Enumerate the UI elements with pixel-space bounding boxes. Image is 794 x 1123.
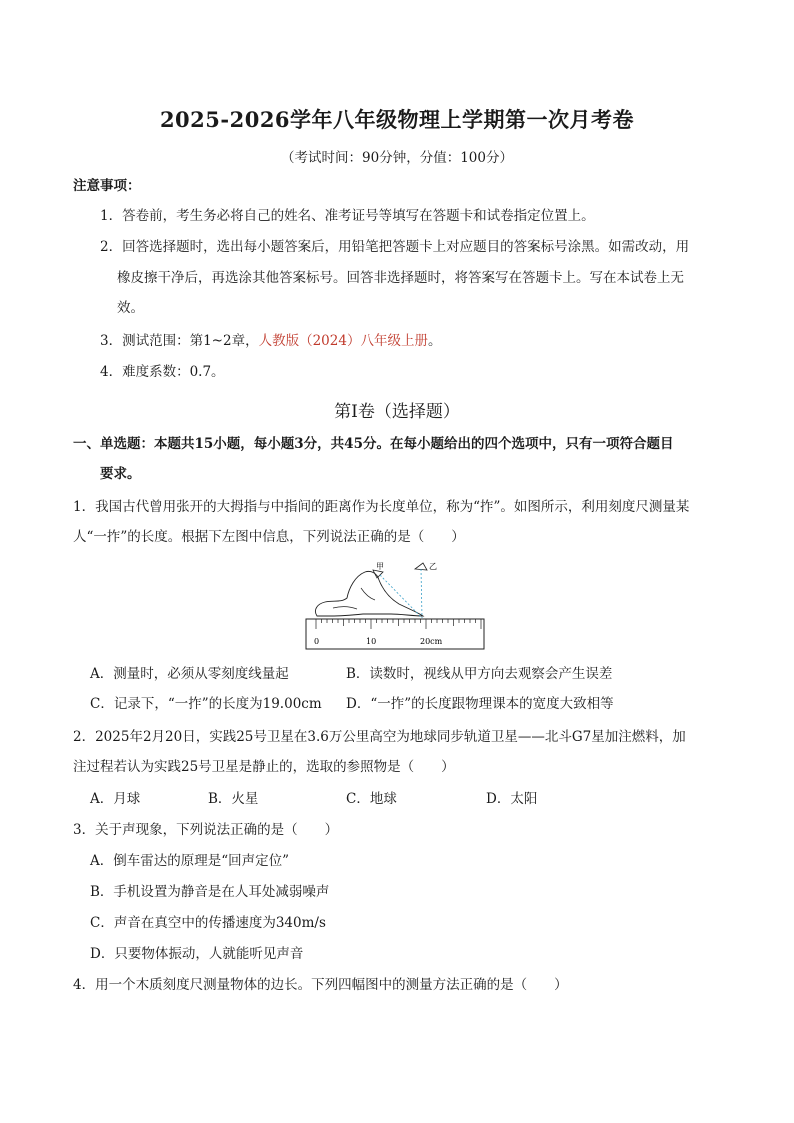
notice-item-4: 4．难度系数：0.7。 bbox=[100, 364, 225, 380]
eye-label-jia: 甲 bbox=[376, 562, 384, 571]
section-instructions-line-1: 一、单选题：本题共15小题，每小题3分，共45分。在每小题给出的四个选项中，只有一项符合题目 bbox=[73, 436, 674, 452]
eye-label-yi: 乙 bbox=[429, 562, 437, 571]
notice-item-2-line-2: 橡皮擦干净后，再选涂其他答案标号。回答非选择题时，将答案写在答题卡上。写在本试卷上无 bbox=[117, 270, 684, 286]
section-instructions-line-2: 要求。 bbox=[100, 466, 141, 482]
notice-item-2-line-3: 效。 bbox=[117, 300, 144, 316]
question-1-option-a: A．测量时，必须从零刻度线量起 bbox=[90, 666, 289, 682]
notice-heading: 注意事项： bbox=[73, 178, 141, 194]
eye-yi-icon bbox=[415, 563, 427, 570]
question-1-option-d: D．“一拃”的长度跟物理课本的宽度大致相等 bbox=[346, 696, 614, 712]
notice-item-2-line-1: 2．回答选择题时，选出每小题答案后，用铅笔把答题卡上对应题目的答案标号涂黑。如需改动，用 bbox=[100, 239, 690, 255]
ruler-tick-label-20: 20cm bbox=[420, 637, 443, 646]
question-1-stem-line-1: 1．我国古代曾用张开的大拇指与中指间的距离作为长度单位，称为“拃”。如图所示，利用刻度尺测量某 bbox=[73, 499, 690, 515]
question-3-option-d: D．只要物体振动，人就能听见声音 bbox=[90, 946, 304, 962]
question-3-option-c: C．声音在真空中的传播速度为340m/s bbox=[90, 915, 326, 931]
question-1-stem-line-2: 人“一拃”的长度。根据下左图中信息，下列说法正确的是（ ） bbox=[73, 529, 465, 545]
question-2-option-d: D．太阳 bbox=[486, 791, 538, 807]
section-title: 第Ⅰ卷（选择题） bbox=[334, 402, 460, 422]
notice-item-1: 1．答卷前，考生务必将自己的姓名、准考证号等填写在答题卡和试卷指定位置上。 bbox=[100, 208, 595, 224]
question-2-option-a: A．月球 bbox=[90, 791, 141, 807]
question-2-option-c: C．地球 bbox=[346, 791, 397, 807]
question-1-option-c: C．记录下，“一拃”的长度为19.00cm bbox=[90, 696, 322, 712]
ruler-body bbox=[306, 619, 484, 649]
notice-item-3-highlight: 人教版（2024）八年级上册 bbox=[258, 333, 428, 349]
notice-item-3-suffix: 。 bbox=[427, 333, 442, 349]
sight-line-yi bbox=[421, 569, 422, 618]
question-3-option-b: B．手机设置为静音是在人耳处减弱噪声 bbox=[90, 884, 330, 900]
question-2-stem-line-2: 注过程若认为实践25号卫星是静止的，选取的参照物是（ ） bbox=[73, 759, 455, 775]
hand-drawing bbox=[315, 571, 423, 616]
question-1-figure bbox=[303, 558, 487, 652]
question-1-option-b: B．读数时，视线从甲方向去观察会产生误差 bbox=[346, 666, 613, 682]
ruler-tick-label-10: 10 bbox=[366, 637, 377, 646]
notice-item-3-prefix: 3．测试范围：第1~2章， bbox=[100, 333, 259, 349]
exam-title: 2025-2026学年八年级物理上学期第一次月考卷 bbox=[159, 107, 635, 132]
question-2-option-b: B．火星 bbox=[208, 791, 259, 807]
question-2-stem-line-1: 2．2025年2月20日，实践25号卫星在3.6万公里高空为地球同步轨道卫星——北斗G7星加注燃料，加 bbox=[73, 729, 686, 745]
notice-item-3 bbox=[100, 331, 441, 351]
question-3-stem: 3．关于声现象，下列说法正确的是（ ） bbox=[73, 822, 339, 838]
question-3-option-a: A．倒车雷达的原理是“回声定位” bbox=[90, 853, 290, 869]
exam-subtitle: （考试时间：90分钟，分值：100分） bbox=[281, 150, 513, 166]
question-4-stem: 4．用一个木质刻度尺测量物体的边长。下列四幅图中的测量方法正确的是（ ） bbox=[73, 977, 568, 993]
ruler-tick-label-0: 0 bbox=[314, 637, 320, 646]
